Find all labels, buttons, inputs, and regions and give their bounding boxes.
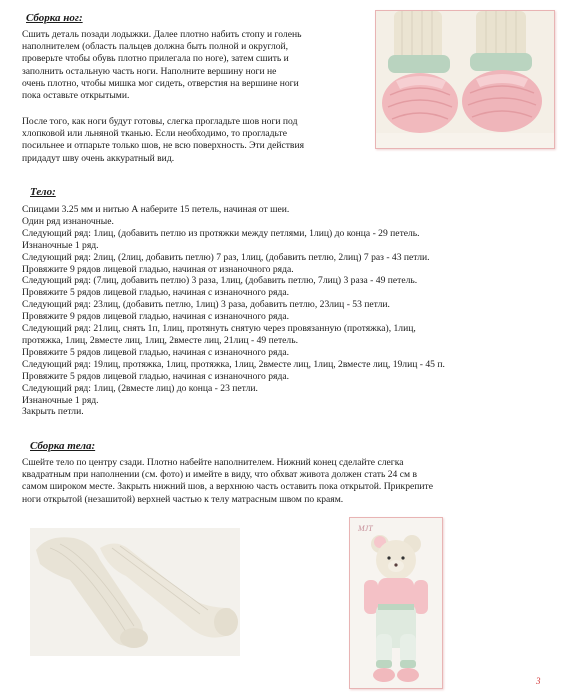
body-line: Следующий ряд: 2лиц, (2лиц, добавить петлю) 7 раз, 1лиц, (добавить петлю, 2лиц) 7 раз - 43 петли. xyxy=(22,251,430,263)
page-number: 3 xyxy=(536,676,541,686)
body-line: Следующий ряд: 21лиц, снять 1п, 1лиц, протянуть снятую через провязанную (протяжка), 1лиц, xyxy=(22,323,416,335)
body-instructions xyxy=(22,204,552,418)
legs-shoes-image xyxy=(376,11,554,148)
body-line: Изнаночные 1 ряд. xyxy=(22,394,99,406)
body-line: Провяжите 5 рядов лицевой гладью, начиная с изнаночного ряда. xyxy=(22,346,290,358)
body-line: Следующий ряд: 1лиц, (добавить петлю из протяжки между петлями, 1лиц) до конца - 29 петель. xyxy=(22,227,420,239)
legs-assembly-heading: Сборка ног: xyxy=(26,12,83,24)
body-assembly-heading: Сборка тела: xyxy=(30,440,96,452)
body-line: протяжка, 1лиц, 2вместе лиц, 1лиц, 2вместе лиц, 21лиц - 49 петель. xyxy=(22,334,298,346)
body-line: Изнаночные 1 ряд. xyxy=(22,239,99,251)
body-line: Следующий ряд: 23лиц, (добавить петлю, 1лиц) 3 раза, добавить петлю, 23лиц - 53 петли. xyxy=(22,299,390,311)
legs-assembly-paragraph-2: После того, как ноги будут готовы, слегка прогладьте шов ноги под хлопковой или льняной тканью. Если необходимо, то прогладьте посильнее и отпарьте только шов, не всю поверхность. Эти действия придадут шву очень аккуратный вид. xyxy=(22,116,304,164)
body-line: Следующий ряд: 19лиц, протяжка, 1лиц, протяжка, 1лиц, 2вместе лиц, 1лиц, 2вместе лиц, 19лиц - 45 п. xyxy=(22,358,445,370)
body-assembly-paragraph: Сшейте тело по центру сзади. Плотно набейте наполнителем. Нижний конец сделайте слегка квадратным при наполнении (см. фото) и имейте в виду, что обхват живота должен стать 24 см в самом широком месте. Закрыть нижний шов, а верхнюю часть оставить пока открытой. Прикрепите ноги открытой (незашитой) верхней частью к телу матрасным швом по краям. xyxy=(22,457,433,505)
body-line: Закрыть петли. xyxy=(22,406,84,418)
legs-assembly-paragraph-1: Сшить деталь позади лодыжки. Далее плотно набить стопу и голень наполнителем (область пальцев должна быть полной и округлой, проверьте чтобы обувь плотно прилегала по ноге), затем сшить и заполнить остальную часть ноги. Наполните вершину ноги не очень плотно, чтобы мишка мог сидеть, отверстия на вершине ноги пока оставьте открытыми. xyxy=(22,29,302,102)
body-line: Один ряд изнаночные. xyxy=(22,215,114,227)
body-line: Следующий ряд: 1лиц, (2вместе лиц) до конца - 23 петли. xyxy=(22,382,258,394)
body-line: Провяжите 9 рядов лицевой гладью, начиная от изнаночного ряда. xyxy=(22,263,294,275)
photo-finished-bear xyxy=(349,517,443,689)
body-line: Спицами 3.25 мм и нитью А наберите 15 петель, начиная от шеи. xyxy=(22,204,290,215)
body-line: Провяжите 5 рядов лицевой гладью, начиная с изнаночного ряда. xyxy=(22,287,290,299)
photo-stuffed-pieces xyxy=(30,528,240,656)
body-heading: Тело: xyxy=(30,186,56,198)
stuffed-pieces-image xyxy=(30,528,240,656)
photo-legs-shoes xyxy=(375,10,555,149)
body-line: Провяжите 5 рядов лицевой гладью, начиная с изнаночного ряда. xyxy=(22,370,290,382)
body-line: Следующий ряд: (7лиц, добавить петлю) 3 раза, 1лиц, (добавить петлю, 7лиц) 3 раза - 49 петель. xyxy=(22,275,418,287)
finished-bear-image xyxy=(350,518,442,688)
bear-photo-watermark: MJT xyxy=(358,524,373,533)
body-line: Провяжите 9 рядов лицевой гладью, начиная с изнаночного ряда. xyxy=(22,311,290,323)
